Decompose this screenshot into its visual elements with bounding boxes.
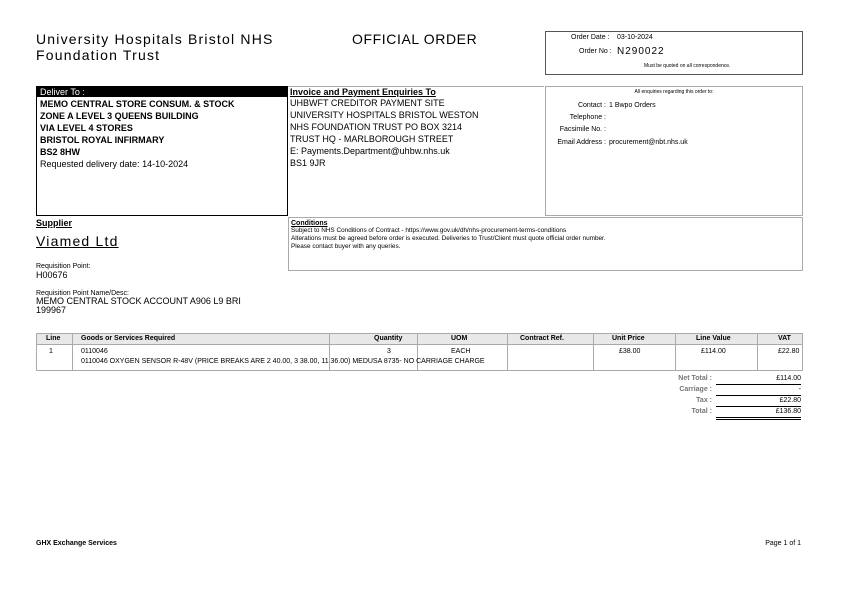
- order-number-label: Order No :: [579, 48, 612, 55]
- invoice-address: [290, 97, 544, 169]
- carriage-value: -: [798, 386, 801, 393]
- invoice-heading: Invoice and Payment Enquiries To: [290, 87, 436, 97]
- page-number: Page 1 of 1: [765, 540, 801, 547]
- organisation-name-line1: University Hospitals Bristol NHS: [36, 31, 274, 47]
- requested-delivery-date: Requested delivery date: 14-10-2024: [40, 159, 189, 169]
- order-lines-table: [36, 333, 803, 371]
- row-description: 0110046 OXYGEN SENSOR R-48V (PRICE BREAKS ARE 2 40.00, 3 38.00, 11 36.00) MEDUSA 8735- NO CARRIAGE CHARGE: [81, 358, 485, 365]
- conditions-heading: Conditions: [291, 220, 328, 227]
- telephone-label: Telephone :: [569, 114, 606, 121]
- requisition-point-name: [36, 297, 241, 315]
- deliver-to-heading: Deliver To :: [37, 87, 287, 97]
- conditions-line: Subject to NHS Conditions of Contract - https://www.gov.uk/dh/nhs-procurement-terms-conditions: [291, 227, 567, 234]
- order-date-value: 03-10-2024: [617, 34, 653, 41]
- row-quantity: 3: [387, 348, 391, 355]
- requisition-point-code: 199967: [36, 305, 67, 315]
- email-value: procurement@nbt.nhs.uk: [609, 139, 688, 146]
- requisition-point-name-value: MEMO CENTRAL STOCK ACCOUNT A906 L9 BRI: [36, 296, 241, 306]
- contact-label: Contact :: [577, 102, 606, 109]
- supplier-name: Viamed Ltd: [36, 233, 119, 249]
- deliver-line: ZONE A LEVEL 3 QUEENS BUILDING: [40, 111, 199, 121]
- organisation-name-line2: Foundation Trust: [36, 47, 161, 63]
- grand-total-value: £136.80: [775, 408, 801, 415]
- invoice-line: UHBWFT CREDITOR PAYMENT SITE: [290, 98, 445, 108]
- deliver-line: BS2 8HW: [40, 147, 81, 157]
- footer-provider: GHX Exchange Services: [36, 540, 117, 547]
- invoice-line: UNIVERSITY HOSPITALS BRISTOL WESTON: [290, 110, 479, 120]
- invoice-line: NHS FOUNDATION TRUST PO BOX 3214: [290, 122, 463, 132]
- requisition-point-value: H00676: [36, 270, 68, 280]
- facsimile-label: Facsimile No. :: [559, 126, 606, 133]
- conditions-box: [288, 217, 803, 271]
- row-item-code: 0110046: [81, 348, 108, 355]
- order-number-value: N290022: [617, 46, 665, 57]
- row-vat: £22.80: [778, 348, 800, 355]
- deliver-line: BRISTOL ROYAL INFIRMARY: [40, 135, 165, 145]
- invoice-email-line: E: Payments.Department@uhbw.nhs.uk: [290, 146, 450, 156]
- tax-label: Tax :: [696, 397, 712, 404]
- conditions-line: Alterations must be agreed before order is executed. Deliveries to Trust/Client must quote official order number.: [291, 235, 606, 242]
- conditions-line: Please contact buyer with any queries.: [291, 243, 401, 250]
- enquiries-note: All enquiries regarding this order to:: [634, 89, 714, 95]
- row-line-number: 1: [49, 348, 53, 355]
- column-header-line-value: Line Value: [696, 335, 731, 342]
- supplier-label: Supplier: [36, 218, 73, 228]
- column-header-vat: VAT: [778, 335, 791, 342]
- net-total-value: £114.00: [776, 375, 801, 382]
- row-unit-price: £38.00: [619, 348, 641, 355]
- deliver-line: VIA LEVEL 4 STORES: [40, 123, 133, 133]
- tax-value: £22.80: [779, 397, 801, 404]
- order-number-note: Must be quoted on all correspondence.: [644, 63, 731, 69]
- order-details-box: [545, 31, 803, 75]
- row-line-value: £114.00: [701, 348, 726, 355]
- requisition-point-label: Requisition Point:: [36, 263, 91, 270]
- invoice-enquiries: [288, 86, 544, 215]
- column-header-uom: UOM: [451, 335, 468, 342]
- table-header: [37, 334, 802, 345]
- column-header-quantity: Quantity: [374, 335, 403, 342]
- invoice-line: TRUST HQ - MARLBOROUGH STREET: [290, 134, 454, 144]
- grand-total-label: Total :: [691, 408, 712, 415]
- column-header-line: Line: [46, 335, 61, 342]
- net-total-label: Net Total :: [678, 375, 712, 382]
- email-label: Email Address :: [557, 139, 606, 146]
- carriage-label: Carriage :: [679, 386, 712, 393]
- column-header-contract-ref: Contract Ref.: [520, 335, 564, 342]
- column-header-unit-price: Unit Price: [612, 335, 645, 342]
- order-date-label: Order Date :: [571, 34, 610, 41]
- row-uom: EACH: [451, 348, 471, 355]
- deliver-to-box: [36, 86, 288, 216]
- invoice-line: BS1 9JR: [290, 158, 326, 168]
- deliver-to-address: [37, 97, 287, 159]
- column-header-goods: Goods or Services Required: [81, 335, 176, 342]
- organisation-name: [36, 31, 274, 63]
- document-title: OFFICIAL ORDER: [352, 31, 478, 47]
- enquiries-contact-box: [545, 86, 803, 216]
- contact-value: 1 Bwpo Orders: [609, 102, 656, 109]
- deliver-line: MEMO CENTRAL STORE CONSUM. & STOCK: [40, 99, 235, 109]
- requisition-point-name-label: Requisition Point Name/Desc:: [36, 290, 129, 297]
